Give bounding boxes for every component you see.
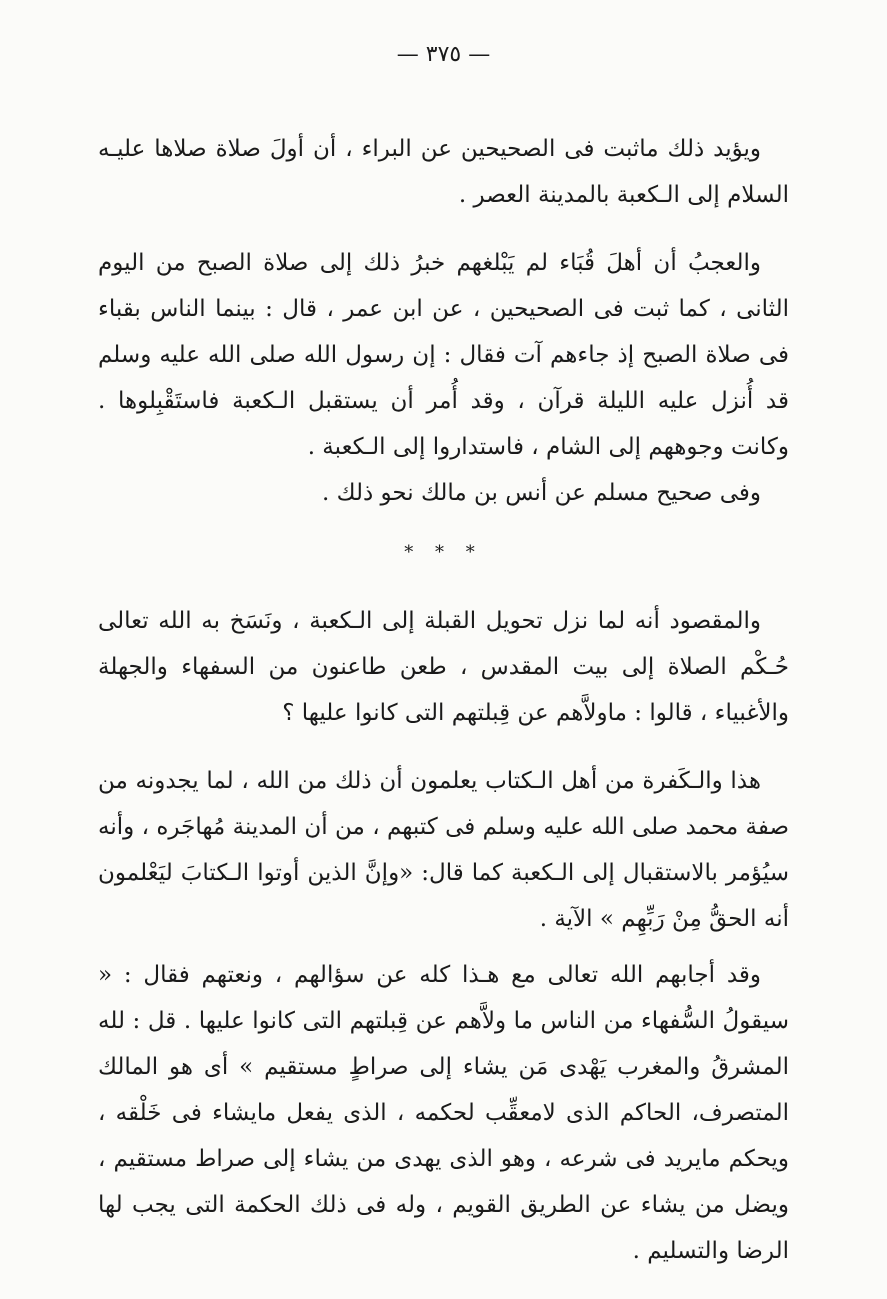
paragraph-2: والعجبُ أن أهلَ قُبَاء لم يَبْلغهم خبرُ ذلك إلى صلاة الصبح من اليوم الثانى ، كما ثبت فى الصحيحين ، عن ابن عمر ، قال : بينما الناس بقباء فى صلاة الصبح إذ جاءهم آت فقال : إن رسول الله صلى الله عليه وسلم قد أُنزل عليه الليلة قرآن ، وقد أُمر أن يستقبل الـكعبة فاستَقْبِلوها . وكانت وجوههم إلى الشام ، فاستداروا إلى الـكعبة . — [98, 250, 789, 460]
paragraph-3: وفى صحيح مسلم عن أنس بن مالك نحو ذلك . — [321, 480, 761, 506]
paragraph-5: هذا والـكَفرة من أهل الـكتاب يعلمون أن ذلك من الله ، لما يجدونه من صفة محمد صلى الله عليه وسلم فى كتبهم ، من أن المدينة مُهاجَره ، وأنه سيُؤمر بالاستقبال إلى الـكعبة كما قال: «وإنَّ الذين أوتوا الـكتابَ ليَعْلمون أنه الحقُّ مِنْ رَبِّهِم » الآية . — [98, 768, 789, 932]
paragraph-gap — [98, 942, 789, 952]
paragraph-gap — [98, 218, 789, 240]
paragraph-1: ويؤيد ذلك ماثبت فى الصحيحين عن البراء ، أن أولَ صلاة صلاها عليـه السلام إلى الـكعبة بالمدينة العصر . — [98, 136, 789, 208]
paragraph-4: والمقصود أنه لما نزل تحويل القبلة إلى الـكعبة ، ونَسَخ به الله تعالى حُـكْم الصلاة إلى بيت المقدس ، طعن طاعنون من السفهاء والجهلة والأغبياء ، قالوا : ماولاَّهم عن قِبلتهم التى كانوا عليها ؟ — [98, 608, 789, 726]
page-number: — ٣٧٥ — — [396, 42, 491, 67]
section-separator: * * * — [404, 542, 483, 563]
paragraph-gap — [98, 736, 789, 758]
paragraph-6: وقد أجابهم الله تعالى مع هـذا كله عن سؤالهم ، ونعتهم فقال : « سيقولُ السُّفهاء من الناس ما ولاَّهم عن قِبلتهم التى كانوا عليها . قل : لله المشرقُ والمغرب يَهْدى مَن يشاء إلى صراطٍ مستقيم » أى هو المالك المتصرف، الحاكم الذى لامعقِّب لحكمه ، الذى يفعل مايشاء فى خَلْقه ، ويحكم مايريد فى شرعه ، وهو الذى يهدى من يشاء إلى صراط مستقيم ، ويضل من يشاء عن الطريق القويم ، وله فى ذلك الحكمة التى يجب لها الرضا والتسليم . — [98, 962, 789, 1264]
page-body — [98, 126, 789, 1274]
